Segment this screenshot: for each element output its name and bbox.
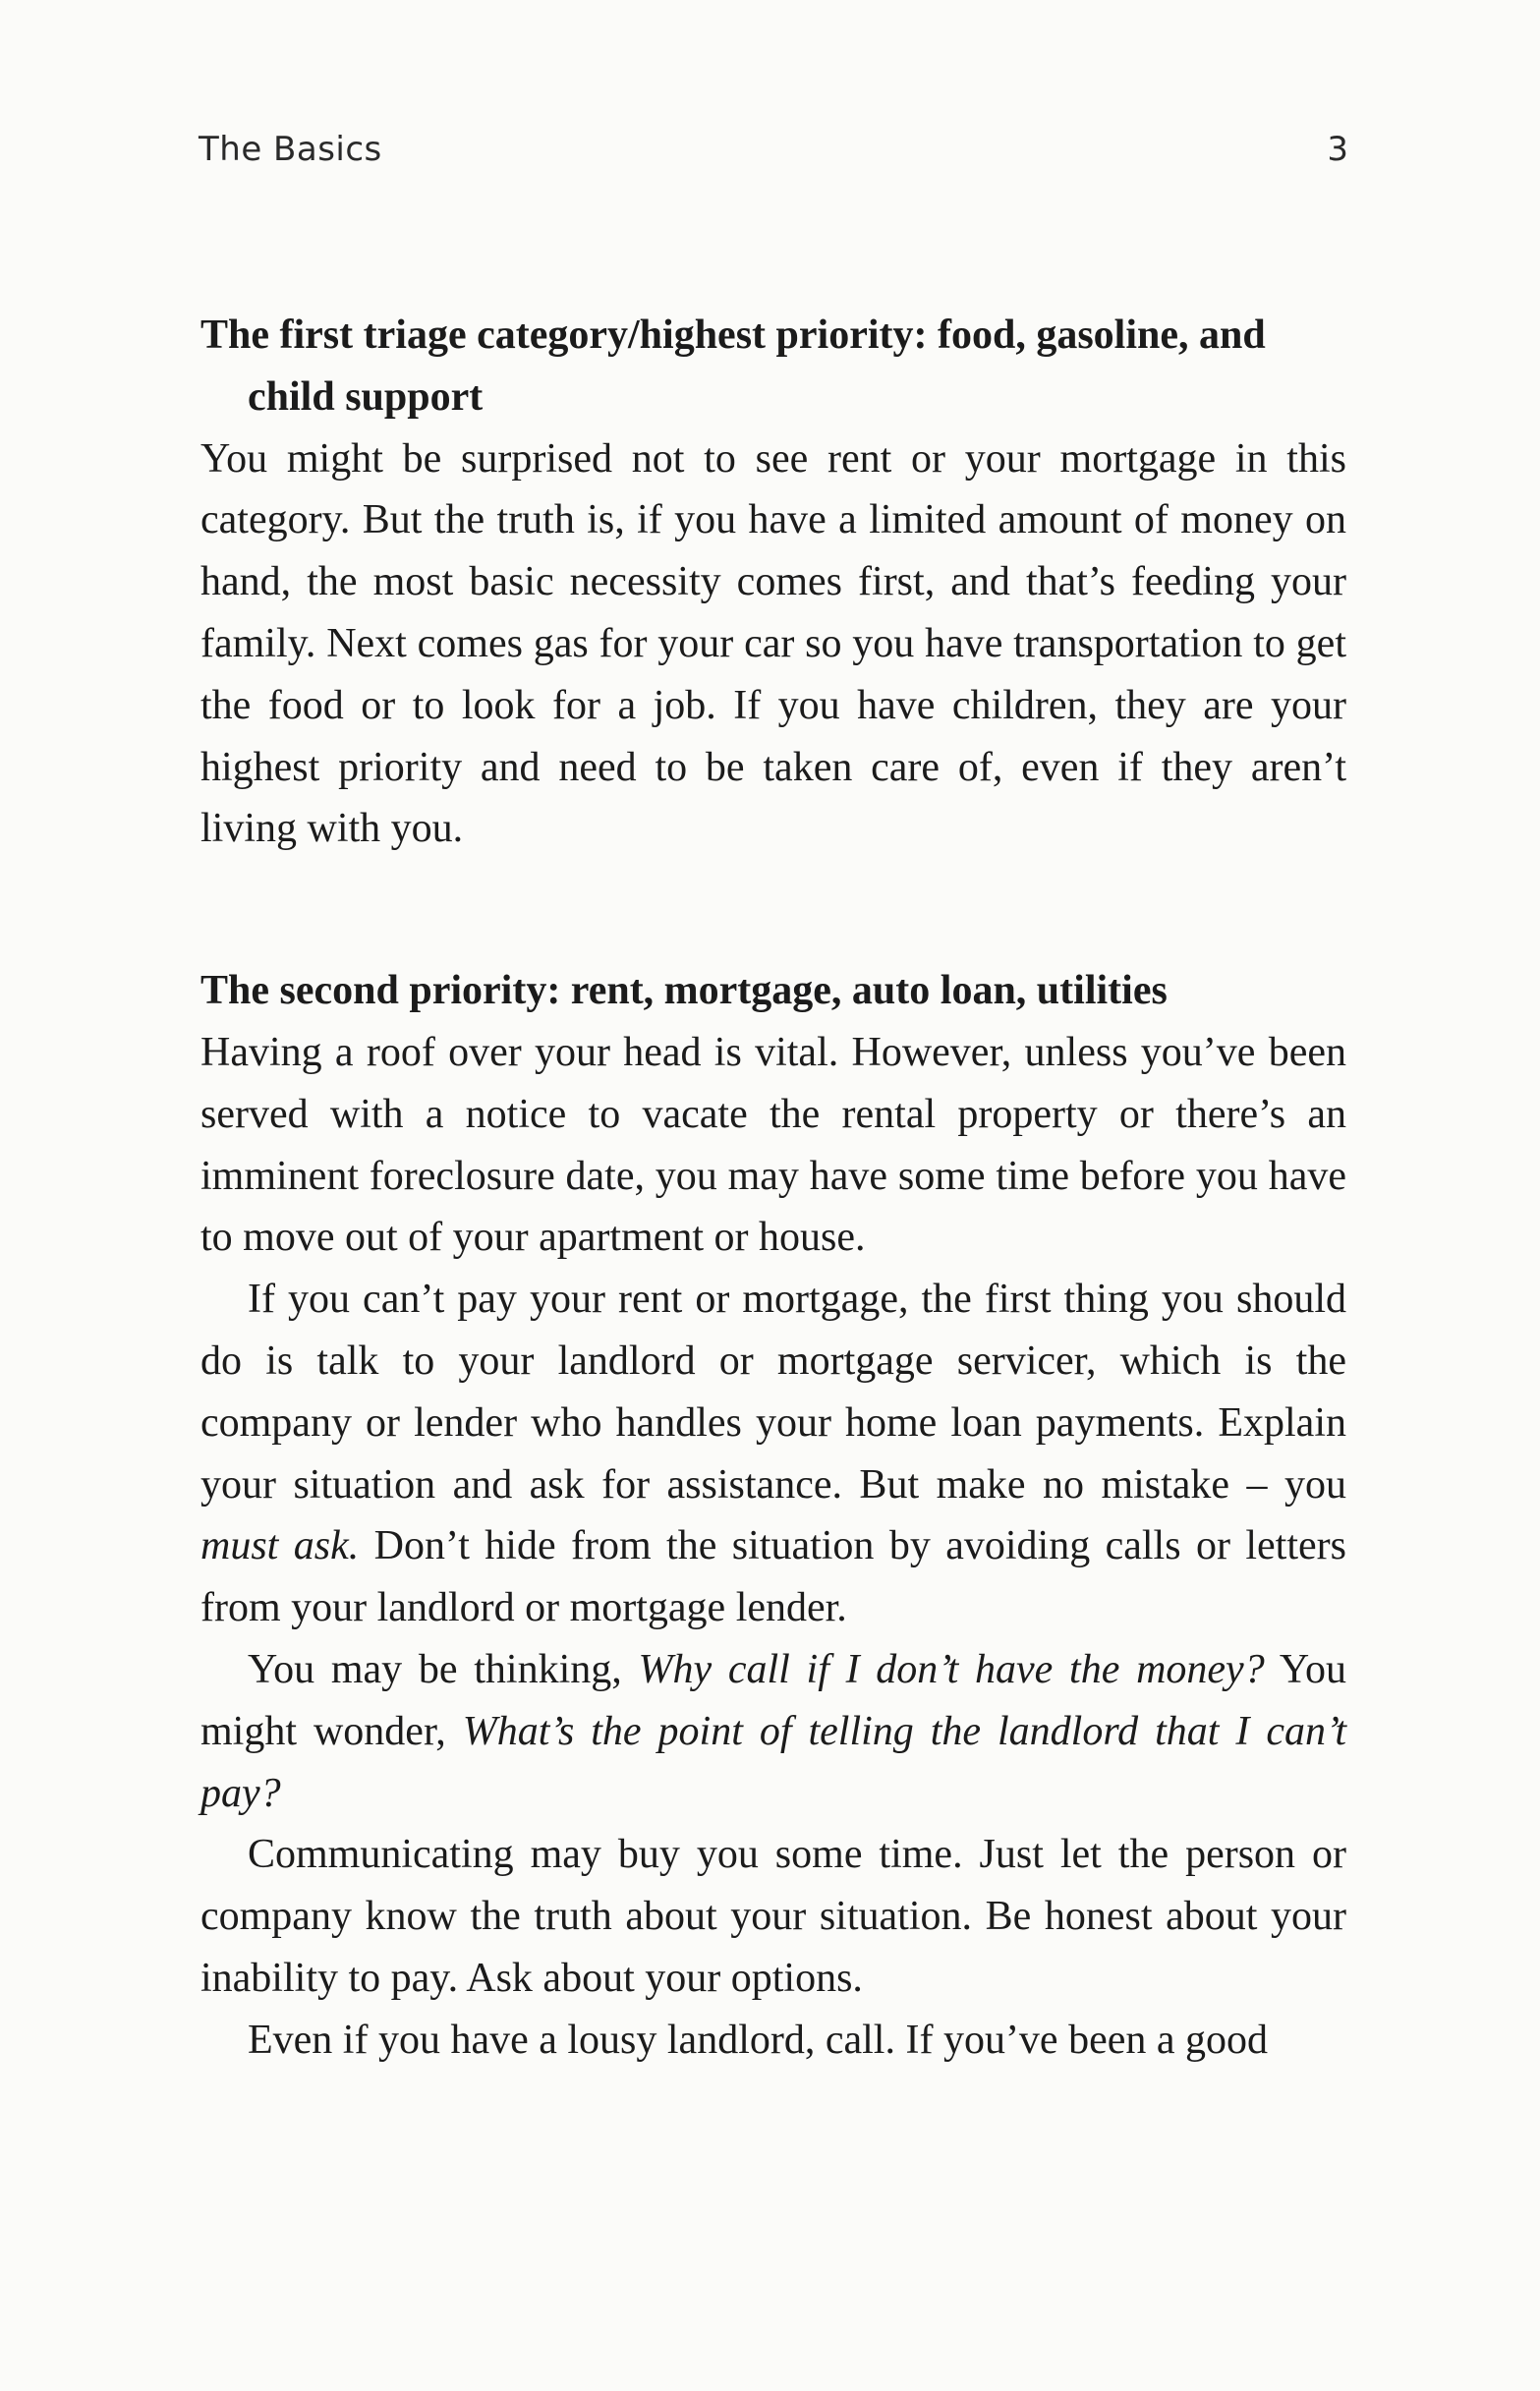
paragraph-text: You may be thinking, — [248, 1646, 639, 1692]
page-number: 3 — [1327, 130, 1348, 169]
emphasis-text: must ask. — [200, 1523, 360, 1569]
emphasis-text: Why call if I don’t have the money? — [638, 1646, 1265, 1692]
paragraph-cant-pay — [200, 1269, 1346, 1639]
paragraph-you-may-be-thinking — [200, 1639, 1346, 1824]
paragraph-first-priority: You might be surprised not to see rent or your mortgage in this category. But the truth is, if you have a limited amount of money on hand, the most basic necessity comes first, and that’s feeding your family. Next comes gas for your car so you have transportation to get the food or to look for a job. If you have children, they are your highest priority and need to be taken care of, even if they aren’t living with you. — [200, 435, 1346, 852]
running-head — [199, 130, 1348, 179]
section-heading-second-priority: The second priority: rent, mortgage, auto loan, utilities — [200, 968, 1168, 1014]
paragraph-roof: Having a roof over your head is vital. However, unless you’ve been served with a notice to vacate the rental property or there’s an imminent foreclosure date, you may have some time before you have to move out of your apartment or house. — [200, 1029, 1346, 1261]
body-text — [200, 305, 1346, 2072]
paragraph-text: Don’t hide from the situation by avoiding calls or letters from your landlord or mortgage lender. — [200, 1523, 1346, 1631]
chapter-title: The Basics — [199, 130, 382, 169]
emphasis-text: What’s the point of telling the landlord that I can’t pay? — [200, 1708, 1346, 1816]
section-heading-first-priority: The first triage category/highest priority: food, gasoline, and child support — [200, 313, 1266, 420]
paragraph-communicating: Communicating may buy you some time. Just let the person or company know the truth about your situation. Be honest about your inability to pay. Ask about your options. — [200, 1832, 1346, 2001]
paragraph-lousy-landlord: Even if you have a lousy landlord, call. If you’ve been a good — [248, 2017, 1269, 2063]
paragraph-text: If you can’t pay your rent or mortgage, the first thing you should do is talk to your landlord or mortgage servicer, which is the company or lender who handles your home loan payments. Explain your situation and ask for assistance. But make no mistake – you — [200, 1277, 1346, 1508]
paragraph-text: You might wonder, — [200, 1646, 1346, 1754]
